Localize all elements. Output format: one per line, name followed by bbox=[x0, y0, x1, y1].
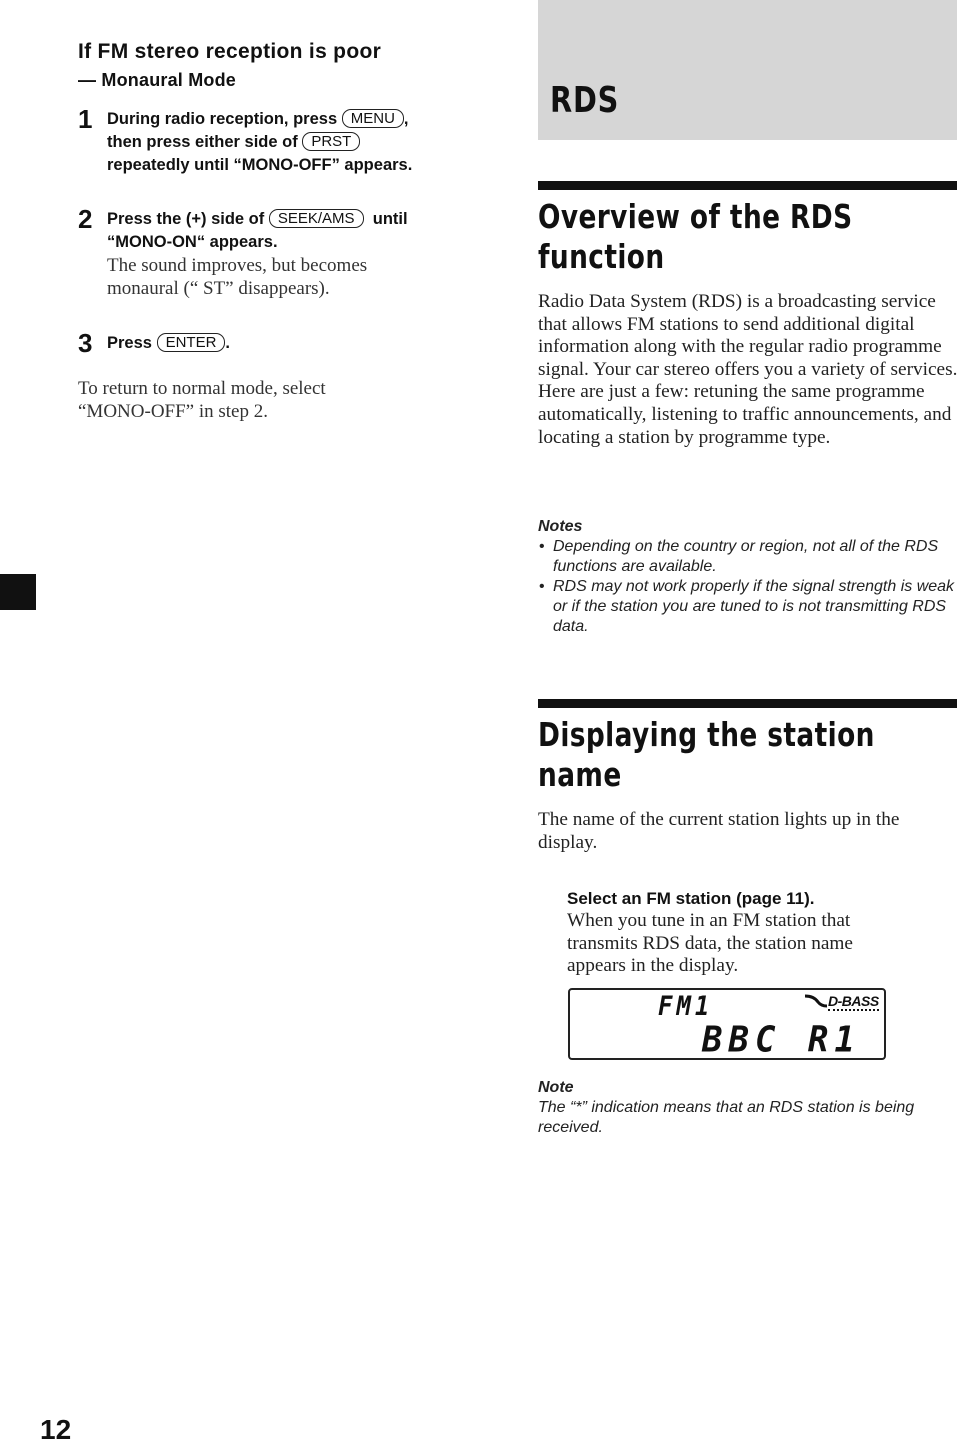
lcd-station-name: BBC R1 bbox=[702, 1019, 861, 1061]
step-instruction: During radio reception, press MENU , then press either side of PRST repeatedly until “MONO-OFF” appears. bbox=[107, 110, 413, 174]
chapter-header-band bbox=[538, 0, 957, 140]
section-heading bbox=[78, 38, 478, 94]
menu-key: MENU bbox=[342, 109, 404, 128]
lcd-display-illustration bbox=[568, 988, 886, 1060]
step-2 bbox=[78, 204, 478, 300]
section-rule bbox=[538, 699, 957, 708]
step-number: 3 bbox=[78, 328, 93, 358]
note-item: • Depending on the country or region, not all of the RDS functions are available. bbox=[538, 537, 958, 577]
section-title: If FM stereo reception is poor bbox=[78, 40, 382, 63]
page-number: 12 bbox=[40, 1414, 72, 1445]
station-body: The name of the current station lights up in the display. bbox=[538, 809, 900, 853]
enter-key: ENTER bbox=[157, 333, 226, 352]
prst-key: PRST bbox=[302, 132, 360, 151]
section-rule bbox=[538, 181, 957, 190]
notes-list bbox=[538, 537, 958, 637]
section-subtitle: — Monaural Mode bbox=[78, 70, 237, 90]
notes-block bbox=[538, 517, 958, 637]
station-heading: Displaying the station name bbox=[538, 715, 875, 794]
chapter-title: RDS bbox=[550, 80, 620, 121]
notes-title: Notes bbox=[538, 518, 583, 535]
lcd-dbass-text: D-BASS bbox=[828, 993, 879, 1009]
note-item: • RDS may not work properly if the signal strength is weak or if the station you are tuned to is not transmitting RDS data. bbox=[538, 577, 958, 637]
note-block bbox=[538, 1078, 958, 1138]
step-number: 1 bbox=[78, 104, 93, 134]
seek-ams-key: SEEK/AMS bbox=[269, 209, 364, 228]
return-instruction: To return to normal mode, select “MONO-OFF” in step 2. bbox=[78, 378, 326, 422]
step-description: When you tune in an FM station that transmits RDS data, the station name appears in the display. bbox=[567, 910, 853, 977]
step-number: 2 bbox=[78, 204, 93, 234]
overview-heading: Overview of the RDS function bbox=[538, 197, 853, 276]
step-description: The sound improves, but becomes monaural (“ ST” disappears). bbox=[107, 255, 368, 299]
overview-body: Radio Data System (RDS) is a broadcasting service that allows FM stations to send additional digital information along with the regular radio programme signal. Your car stereo offers you a variety of services. Here are just a few: retuning the same programme automatically, listening to traffic announcements, and locating a station by programme type. bbox=[538, 291, 958, 448]
note-text: The “*” indication means that an RDS station is being received. bbox=[538, 1099, 915, 1136]
step-3 bbox=[78, 328, 478, 358]
dbass-curve-icon bbox=[804, 994, 828, 1008]
chapter-tab bbox=[0, 574, 36, 610]
station-step bbox=[567, 887, 957, 978]
lcd-band-text: FM1 bbox=[658, 990, 714, 1022]
step-1 bbox=[78, 104, 478, 177]
step-instruction: Press ENTER . bbox=[107, 334, 230, 352]
step-instruction: Press the (+) side of SEEK/AMS until “MONO-ON“ appears. bbox=[107, 210, 408, 251]
note-title: Note bbox=[538, 1079, 574, 1096]
step-instruction: Select an FM station (page 11). bbox=[567, 889, 815, 908]
